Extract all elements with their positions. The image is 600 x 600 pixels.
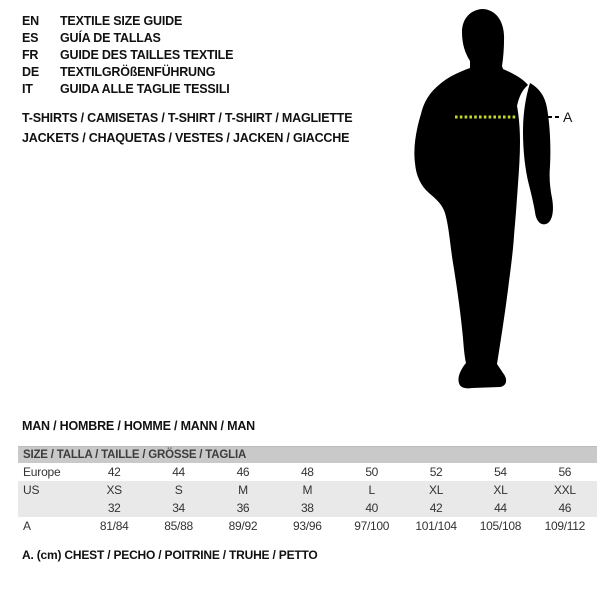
table-row-label: Europe <box>23 465 61 479</box>
language-label: TEXTILE SIZE GUIDE <box>60 14 183 28</box>
table-cell: M <box>238 483 248 497</box>
table-cell: 40 <box>365 501 379 515</box>
table-cell: 36 <box>236 501 250 515</box>
measurement-footnote: A. (cm) CHEST / PECHO / POITRINE / TRUHE / PETTO <box>22 548 318 562</box>
table-cell: 97/100 <box>354 519 390 533</box>
table-cell: 46 <box>558 501 572 515</box>
size-table-header: SIZE / TALLA / TAILLE / GRÖSSE / TAGLIA <box>18 446 597 463</box>
table-row <box>18 517 597 535</box>
table-cell: 52 <box>429 465 443 479</box>
category-line: JACKETS / CHAQUETAS / VESTES / JACKEN / GIACCHE <box>22 130 350 145</box>
table-cell: 42 <box>429 501 443 515</box>
table-cell: 44 <box>172 465 185 479</box>
table-cell: 38 <box>300 501 314 515</box>
man-silhouette-figure <box>393 0 600 400</box>
table-cell: 56 <box>558 465 572 479</box>
language-label: GUÍA DE TALLAS <box>60 31 161 45</box>
language-label: GUIDA ALLE TAGLIE TESSILI <box>60 82 230 96</box>
language-list <box>22 13 233 98</box>
table-cell: 50 <box>365 465 379 479</box>
table-cell: XXL <box>553 483 576 497</box>
language-label: TEXTILGRÖßENFÜHRUNG <box>60 65 216 79</box>
language-code: FR <box>22 48 39 62</box>
category-line: T-SHIRTS / CAMISETAS / T-SHIRT / T-SHIRT / MAGLIETTE <box>22 111 353 125</box>
table-row <box>18 499 597 517</box>
language-row <box>22 13 233 30</box>
language-label: GUIDE DES TAILLES TEXTILE <box>60 48 234 62</box>
table-cell: XS <box>106 483 122 497</box>
table-cell: S <box>174 483 183 497</box>
table-cell: 54 <box>494 465 507 479</box>
table-cell: 42 <box>107 465 121 479</box>
language-code: ES <box>22 31 39 45</box>
table-cell: 81/84 <box>99 519 129 533</box>
language-row <box>22 64 233 81</box>
table-cell: 32 <box>107 501 121 515</box>
table-cell: 93/96 <box>293 519 322 533</box>
table-row-label: US <box>23 483 40 497</box>
table-row <box>18 481 597 499</box>
measure-label-a: A <box>563 109 573 125</box>
table-cell: 105/108 <box>479 519 522 533</box>
table-cell: 89/92 <box>228 519 258 533</box>
man-silhouette-svg <box>393 0 600 400</box>
table-cell: 48 <box>300 465 314 479</box>
category-list <box>22 109 352 148</box>
language-row <box>22 81 233 98</box>
table-cell: 46 <box>236 465 250 479</box>
table-cell: 44 <box>494 501 507 515</box>
table-cell: 34 <box>172 501 185 515</box>
table-row-label: A <box>23 519 31 533</box>
table-row <box>18 463 597 481</box>
table-cell: 109/112 <box>544 519 585 533</box>
language-code: EN <box>22 14 39 28</box>
table-cell: M <box>302 483 313 497</box>
language-row <box>22 47 233 64</box>
section-title: MAN / HOMBRE / HOMME / MANN / MAN <box>22 419 255 433</box>
language-code: IT <box>22 82 33 96</box>
size-table-body <box>18 463 597 535</box>
language-code: DE <box>22 65 39 79</box>
table-cell: XL <box>429 483 444 497</box>
size-table <box>18 446 597 535</box>
table-cell: 85/88 <box>164 519 193 533</box>
man-body-shape <box>414 9 553 388</box>
table-cell: 101/104 <box>415 519 457 533</box>
table-cell: XL <box>493 483 508 497</box>
language-row <box>22 30 233 47</box>
table-cell: L <box>368 483 375 497</box>
